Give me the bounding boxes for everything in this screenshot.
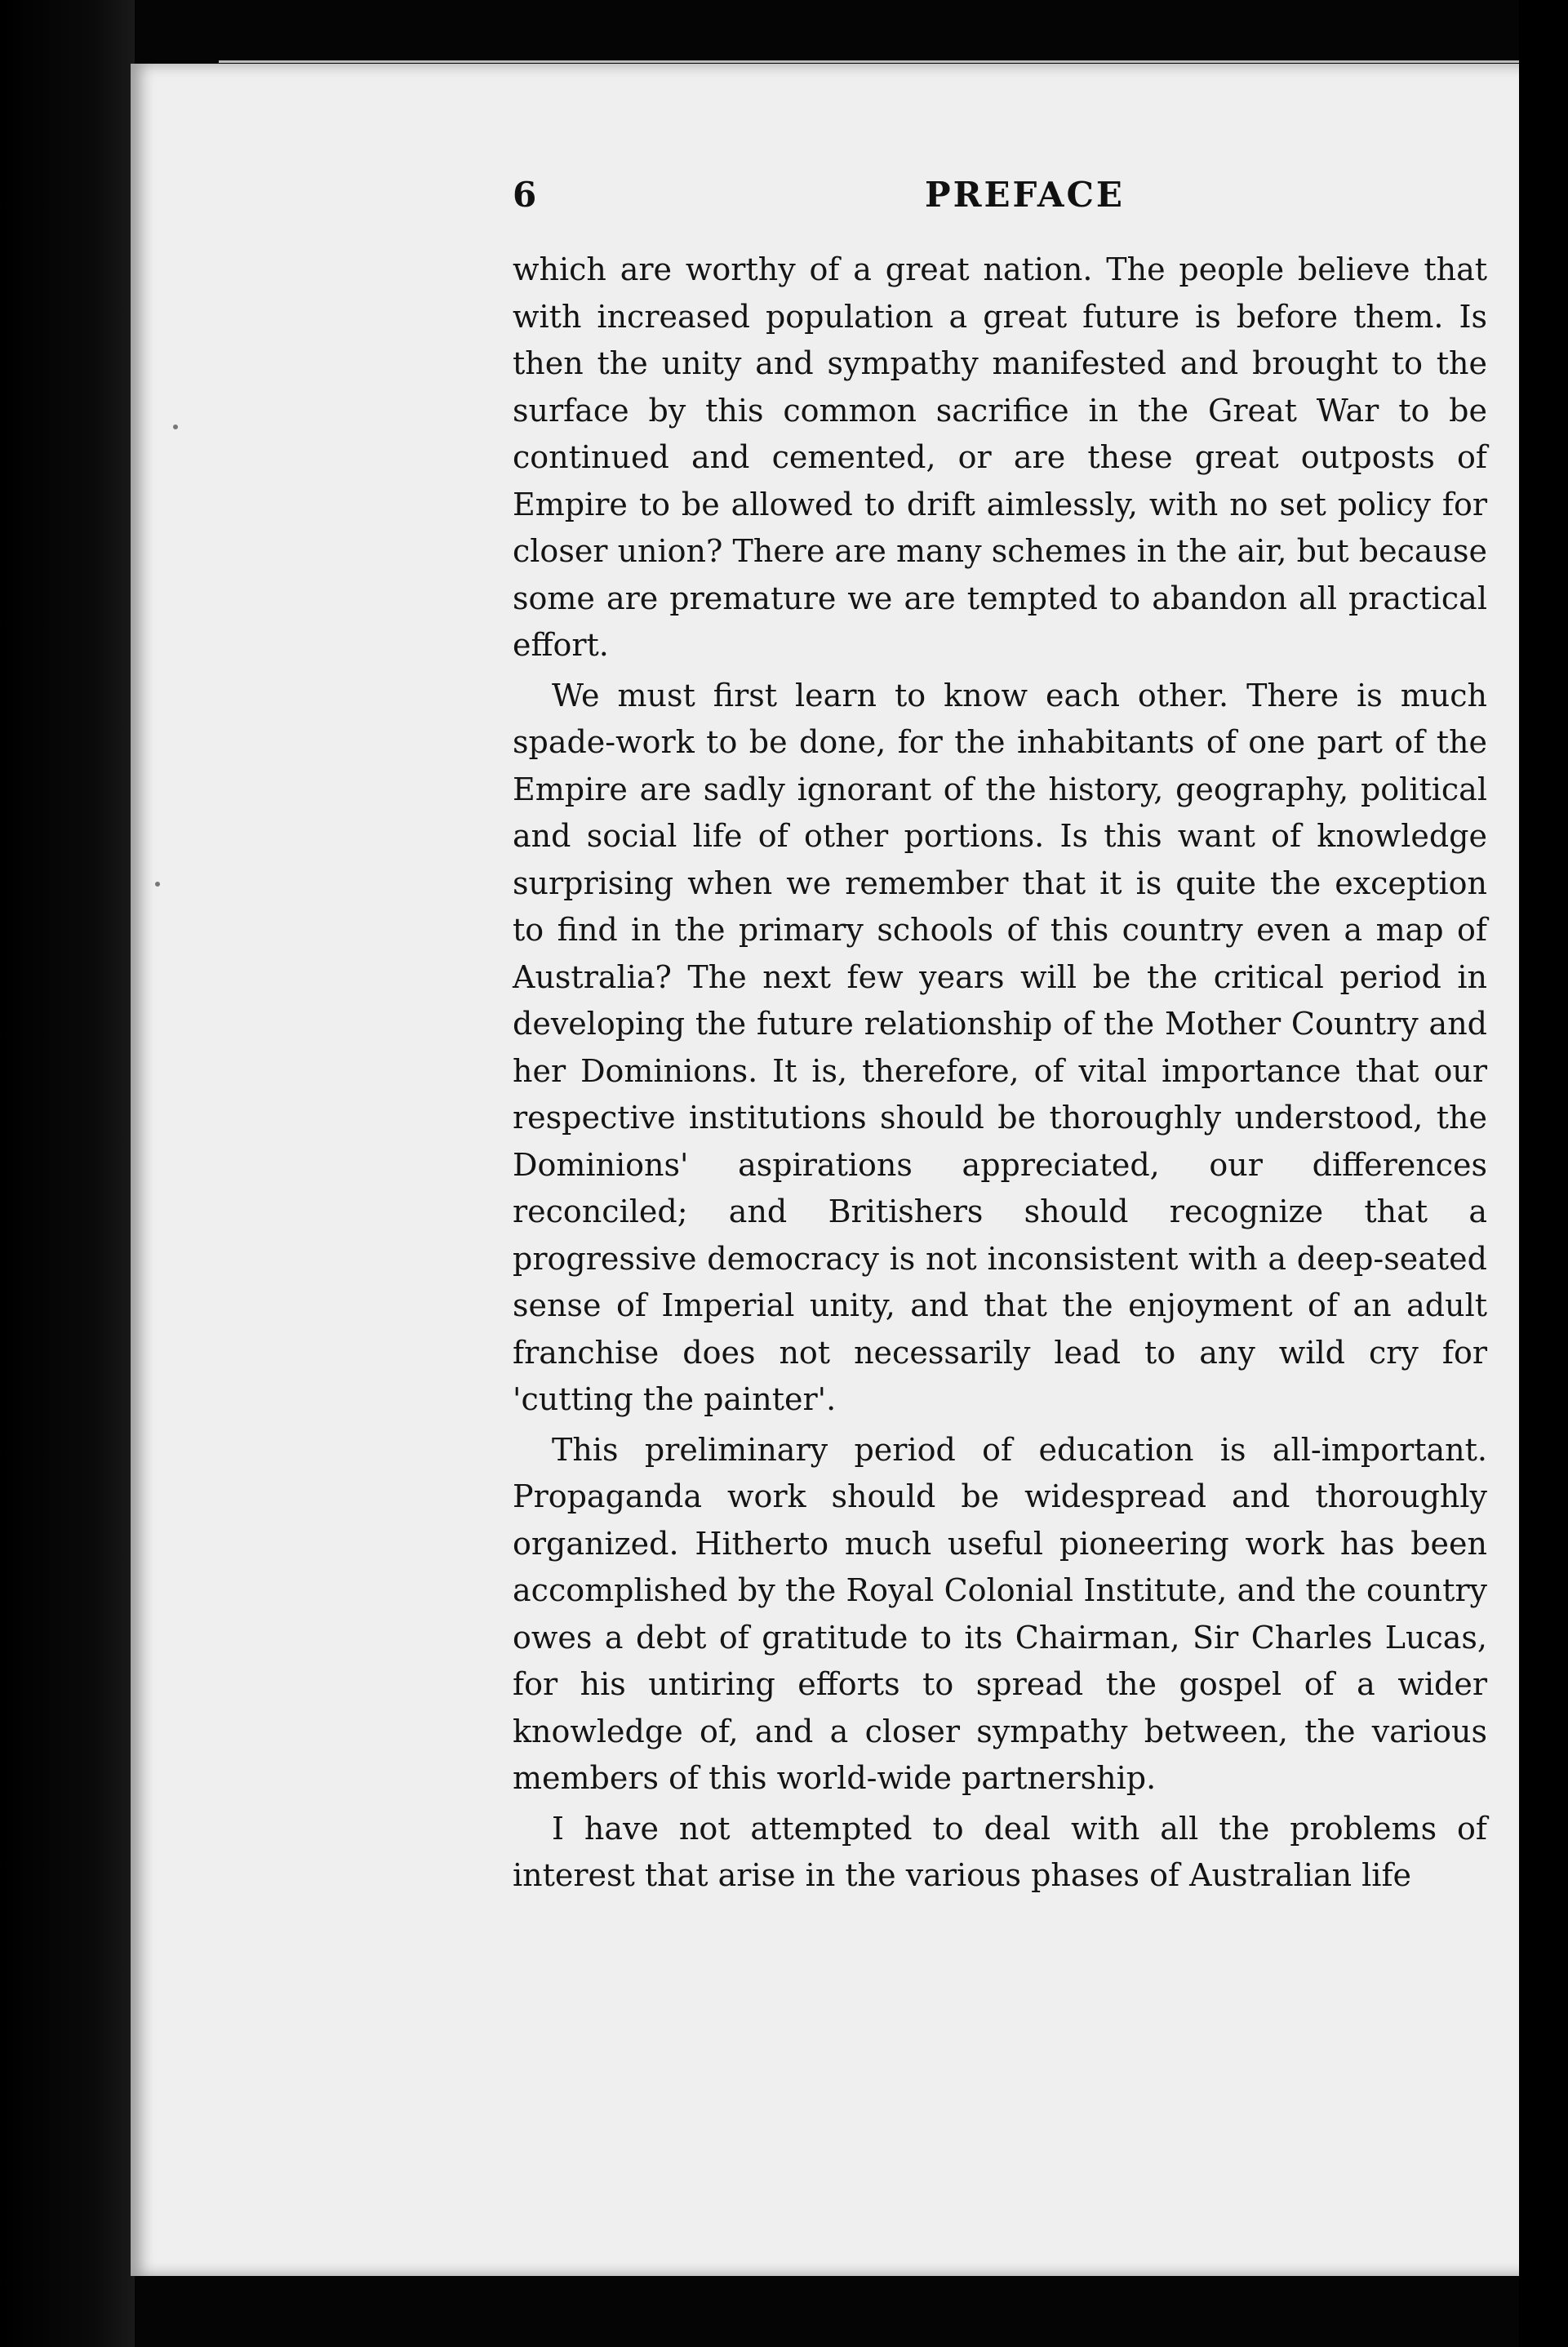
scan-right-border [1519, 0, 1568, 2347]
scan-speck [173, 425, 178, 429]
paragraph: We must first learn to know each other. There is much spade-work to be done, for the inhabitants of one part of the Empire are sadly ignorant of the history, geography, political and social life of other portions. Is this want of knowledge surprising when we remember that it is quite the exception to find in the primary schools of this country even a map of Australia? The next few years will be the critical period in developing the future relationship of the Mother Country and her Dominions. It is, therefore, of vital importance that our respective institutions should be thoroughly understood, the Dominions' aspirations appreciated, our differences reconciled; and Britishers should recognize that a progressive democracy is not inconsistent with a deep-seated sense of Imperial unity, and that the enjoyment of an adult franchise does not necessarily lead to any wild cry for 'cutting the painter'. [513, 677, 1487, 1417]
page-number: 6 [513, 175, 538, 215]
paragraph: I have not attempted to deal with all the problems of interest that arise in the various phases of Australian life [513, 1810, 1487, 1893]
scan-speck [155, 882, 160, 887]
book-binding-edge [0, 0, 135, 2347]
paragraph: This preliminary period of education is all-important. Propaganda work should be widespread and thoroughly organized. Hitherto much useful pioneering work has been accomplished by the Royal Colonial Institute, and the country owes a debt of gratitude to its Chairman, Sir Charles Lucas, for his untiring efforts to spread the gospel of a wider knowledge of, and a closer sympathy between, the various members of this world-wide partnership. [513, 1431, 1487, 1796]
paragraph: which are worthy of a great nation. The people believe that with increased population a great future is before them. Is then the unity and sympathy manifested and brought to the surface by this common sacrifice in the Great War to be continued and cemented, or are these great outposts of Empire to be allowed to drift aimlessly, with no set policy for closer union? There are many schemes in the air, but because some are premature we are tempted to abandon all practical effort. [513, 251, 1487, 663]
running-head: PREFACE [925, 175, 1125, 215]
page-top-edge [219, 60, 1525, 63]
page-header [513, 175, 1125, 224]
body-text [513, 247, 1487, 1903]
